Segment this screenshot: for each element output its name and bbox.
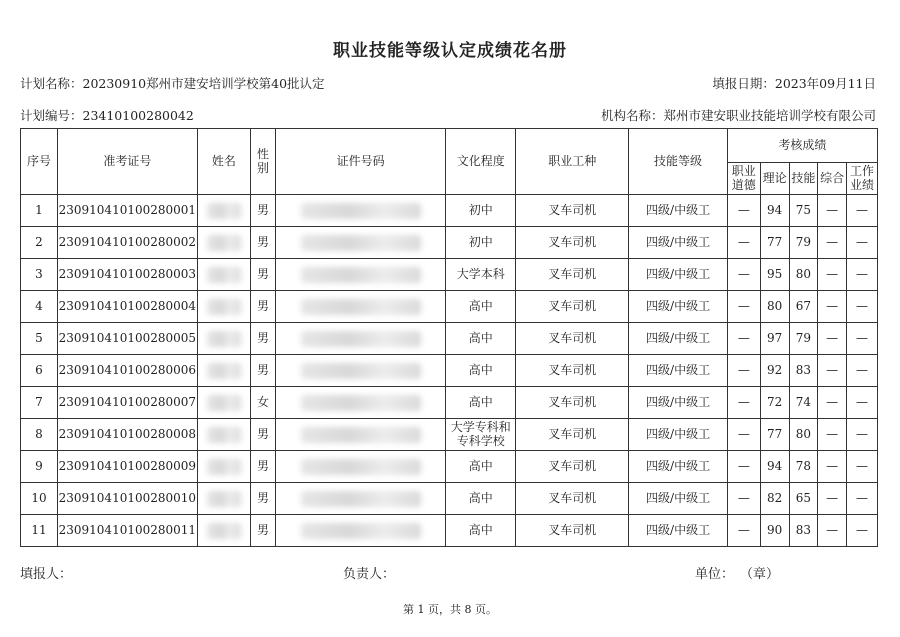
cell-occupation: 叉车司机	[516, 291, 629, 323]
cell-ethics: —	[727, 323, 760, 355]
cell-overall: —	[818, 387, 847, 419]
cell-skill: 80	[789, 419, 818, 451]
cell-occupation: 叉车司机	[516, 227, 629, 259]
cell-ethics: —	[727, 387, 760, 419]
cell-ethics: —	[727, 483, 760, 515]
cell-seq: 8	[21, 419, 58, 451]
redacted-block	[207, 203, 241, 219]
page-indicator: 第 1 页，共 8 页。	[403, 603, 497, 616]
cell-occupation: 叉车司机	[516, 195, 629, 227]
cell-occupation: 叉车司机	[516, 259, 629, 291]
cell-name	[197, 195, 250, 227]
cell-gender: 男	[251, 195, 276, 227]
cell-id-number	[275, 483, 446, 515]
cell-skill-level: 四级/中级工	[629, 323, 728, 355]
cell-education: 高中	[446, 291, 516, 323]
cell-performance: —	[847, 451, 878, 483]
cell-gender: 男	[251, 515, 276, 547]
cell-name	[197, 259, 250, 291]
cell-skill-level: 四级/中级工	[629, 483, 728, 515]
plan-number: 计划编号：23410100280042	[20, 108, 194, 123]
cell-overall: —	[818, 419, 847, 451]
cell-performance: —	[847, 515, 878, 547]
cell-name	[197, 451, 250, 483]
header-performance: 工作业绩	[847, 163, 878, 195]
cell-gender: 男	[251, 227, 276, 259]
cell-skill-level: 四级/中级工	[629, 387, 728, 419]
cell-overall: —	[818, 323, 847, 355]
cell-occupation: 叉车司机	[516, 451, 629, 483]
redacted-block	[207, 491, 241, 507]
redacted-block	[207, 459, 241, 475]
cell-performance: —	[847, 419, 878, 451]
redacted-block	[301, 363, 421, 379]
cell-seq: 4	[21, 291, 58, 323]
cell-name	[197, 515, 250, 547]
cell-skill-level: 四级/中级工	[629, 195, 728, 227]
cell-id-number	[275, 291, 446, 323]
cell-skill: 67	[789, 291, 818, 323]
cell-skill-level: 四级/中级工	[629, 451, 728, 483]
cell-skill: 78	[789, 451, 818, 483]
cell-education: 高中	[446, 451, 516, 483]
cell-skill: 79	[789, 227, 818, 259]
cell-ethics: —	[727, 515, 760, 547]
cell-seq: 11	[21, 515, 58, 547]
cell-gender: 女	[251, 387, 276, 419]
cell-overall: —	[818, 259, 847, 291]
cell-exam-no: 230910410100280011	[57, 515, 197, 547]
cell-id-number	[275, 195, 446, 227]
header-education: 文化程度	[446, 129, 516, 195]
cell-performance: —	[847, 355, 878, 387]
cell-education: 高中	[446, 515, 516, 547]
footer-responsible: 负责人：	[343, 567, 396, 582]
cell-skill-level: 四级/中级工	[629, 259, 728, 291]
cell-id-number	[275, 227, 446, 259]
cell-overall: —	[818, 355, 847, 387]
redacted-block	[301, 491, 421, 507]
redacted-block	[301, 523, 421, 539]
cell-exam-no: 230910410100280002	[57, 227, 197, 259]
redacted-block	[207, 395, 241, 411]
cell-performance: —	[847, 323, 878, 355]
cell-occupation: 叉车司机	[516, 483, 629, 515]
table-row	[21, 515, 878, 547]
redacted-block	[207, 523, 241, 539]
cell-gender: 男	[251, 451, 276, 483]
cell-overall: —	[818, 515, 847, 547]
organization-name: 机构名称：郑州市建安职业技能培训学校有限公司	[600, 108, 876, 123]
fill-date: 填报日期：2023年09月11日	[712, 76, 876, 91]
header-exam-no: 准考证号	[57, 129, 197, 195]
cell-skill: 75	[789, 195, 818, 227]
table-row	[21, 387, 878, 419]
cell-name	[197, 483, 250, 515]
plan-name: 计划名称：20230910郑州市建安培训学校第40批认定	[20, 76, 325, 91]
table-row	[21, 291, 878, 323]
cell-skill: 65	[789, 483, 818, 515]
cell-education: 高中	[446, 355, 516, 387]
cell-overall: —	[818, 483, 847, 515]
cell-seq: 9	[21, 451, 58, 483]
cell-overall: —	[818, 291, 847, 323]
cell-performance: —	[847, 483, 878, 515]
cell-id-number	[275, 419, 446, 451]
cell-exam-no: 230910410100280004	[57, 291, 197, 323]
redacted-block	[301, 459, 421, 475]
footer-filler: 填报人：	[20, 567, 73, 582]
cell-exam-no: 230910410100280009	[57, 451, 197, 483]
header-id-number: 证件号码	[275, 129, 446, 195]
cell-education: 高中	[446, 483, 516, 515]
cell-id-number	[275, 451, 446, 483]
cell-occupation: 叉车司机	[516, 323, 629, 355]
cell-gender: 男	[251, 419, 276, 451]
cell-skill-level: 四级/中级工	[629, 515, 728, 547]
cell-exam-no: 230910410100280010	[57, 483, 197, 515]
cell-exam-no: 230910410100280003	[57, 259, 197, 291]
cell-seq: 6	[21, 355, 58, 387]
cell-performance: —	[847, 291, 878, 323]
cell-theory: 94	[760, 195, 789, 227]
cell-overall: —	[818, 227, 847, 259]
table-row	[21, 419, 878, 451]
header-occupation: 职业工种	[516, 129, 629, 195]
cell-id-number	[275, 323, 446, 355]
cell-name	[197, 227, 250, 259]
cell-theory: 80	[760, 291, 789, 323]
cell-id-number	[275, 515, 446, 547]
header-skill-level: 技能等级	[629, 129, 728, 195]
cell-seq: 5	[21, 323, 58, 355]
cell-performance: —	[847, 387, 878, 419]
cell-education: 大学本科	[446, 259, 516, 291]
redacted-block	[301, 235, 421, 251]
redacted-block	[207, 299, 241, 315]
cell-skill-level: 四级/中级工	[629, 227, 728, 259]
header-overall: 综合	[818, 163, 847, 195]
cell-ethics: —	[727, 195, 760, 227]
cell-occupation: 叉车司机	[516, 387, 629, 419]
cell-exam-no: 230910410100280007	[57, 387, 197, 419]
footer-seal: （章）	[740, 567, 780, 582]
cell-skill: 74	[789, 387, 818, 419]
score-roster-table	[20, 128, 878, 547]
table-row	[21, 227, 878, 259]
redacted-block	[301, 299, 421, 315]
cell-skill: 80	[789, 259, 818, 291]
cell-gender: 男	[251, 291, 276, 323]
redacted-block	[207, 267, 241, 283]
table-row	[21, 355, 878, 387]
cell-performance: —	[847, 259, 878, 291]
cell-theory: 82	[760, 483, 789, 515]
cell-ethics: —	[727, 227, 760, 259]
cell-skill-level: 四级/中级工	[629, 419, 728, 451]
cell-exam-no: 230910410100280006	[57, 355, 197, 387]
cell-ethics: —	[727, 355, 760, 387]
cell-seq: 1	[21, 195, 58, 227]
header-theory: 理论	[760, 163, 789, 195]
header-seq: 序号	[21, 129, 58, 195]
cell-exam-no: 230910410100280001	[57, 195, 197, 227]
header-scores-group: 考核成绩	[727, 129, 877, 163]
cell-name	[197, 355, 250, 387]
cell-seq: 3	[21, 259, 58, 291]
redacted-block	[301, 331, 421, 347]
cell-exam-no: 230910410100280005	[57, 323, 197, 355]
cell-theory: 97	[760, 323, 789, 355]
header-ethics: 职业道德	[727, 163, 760, 195]
cell-theory: 77	[760, 227, 789, 259]
cell-gender: 男	[251, 355, 276, 387]
cell-ethics: —	[727, 419, 760, 451]
cell-id-number	[275, 355, 446, 387]
cell-overall: —	[818, 195, 847, 227]
cell-seq: 10	[21, 483, 58, 515]
redacted-block	[207, 331, 241, 347]
cell-exam-no: 230910410100280008	[57, 419, 197, 451]
cell-theory: 94	[760, 451, 789, 483]
cell-name	[197, 323, 250, 355]
cell-id-number	[275, 259, 446, 291]
redacted-block	[301, 427, 421, 443]
table-body	[21, 195, 878, 547]
cell-gender: 男	[251, 259, 276, 291]
cell-seq: 2	[21, 227, 58, 259]
redacted-block	[301, 203, 421, 219]
cell-name	[197, 387, 250, 419]
document-title: 职业技能等级认定成绩花名册	[333, 41, 567, 61]
cell-education: 高中	[446, 387, 516, 419]
cell-id-number	[275, 387, 446, 419]
table-row	[21, 259, 878, 291]
redacted-block	[207, 427, 241, 443]
redacted-block	[301, 267, 421, 283]
cell-overall: —	[818, 451, 847, 483]
cell-skill-level: 四级/中级工	[629, 291, 728, 323]
redacted-block	[207, 235, 241, 251]
cell-theory: 90	[760, 515, 789, 547]
cell-name	[197, 291, 250, 323]
cell-occupation: 叉车司机	[516, 515, 629, 547]
cell-theory: 92	[760, 355, 789, 387]
cell-education: 大学专科和专科学校	[446, 419, 516, 451]
table-row	[21, 483, 878, 515]
cell-occupation: 叉车司机	[516, 355, 629, 387]
cell-gender: 男	[251, 483, 276, 515]
header-name: 姓名	[197, 129, 250, 195]
cell-ethics: —	[727, 291, 760, 323]
cell-name	[197, 419, 250, 451]
cell-ethics: —	[727, 451, 760, 483]
cell-skill: 79	[789, 323, 818, 355]
redacted-block	[207, 363, 241, 379]
cell-theory: 95	[760, 259, 789, 291]
footer-unit: 单位：	[695, 567, 735, 582]
cell-education: 初中	[446, 195, 516, 227]
cell-seq: 7	[21, 387, 58, 419]
cell-skill: 83	[789, 355, 818, 387]
cell-performance: —	[847, 227, 878, 259]
cell-education: 初中	[446, 227, 516, 259]
table-row	[21, 195, 878, 227]
cell-performance: —	[847, 195, 878, 227]
cell-skill-level: 四级/中级工	[629, 355, 728, 387]
cell-skill: 83	[789, 515, 818, 547]
cell-gender: 男	[251, 323, 276, 355]
cell-occupation: 叉车司机	[516, 419, 629, 451]
cell-theory: 72	[760, 387, 789, 419]
header-skill: 技能	[789, 163, 818, 195]
table-row	[21, 451, 878, 483]
header-gender: 性别	[251, 129, 276, 195]
cell-theory: 77	[760, 419, 789, 451]
cell-education: 高中	[446, 323, 516, 355]
redacted-block	[301, 395, 421, 411]
table-row	[21, 323, 878, 355]
cell-ethics: —	[727, 259, 760, 291]
